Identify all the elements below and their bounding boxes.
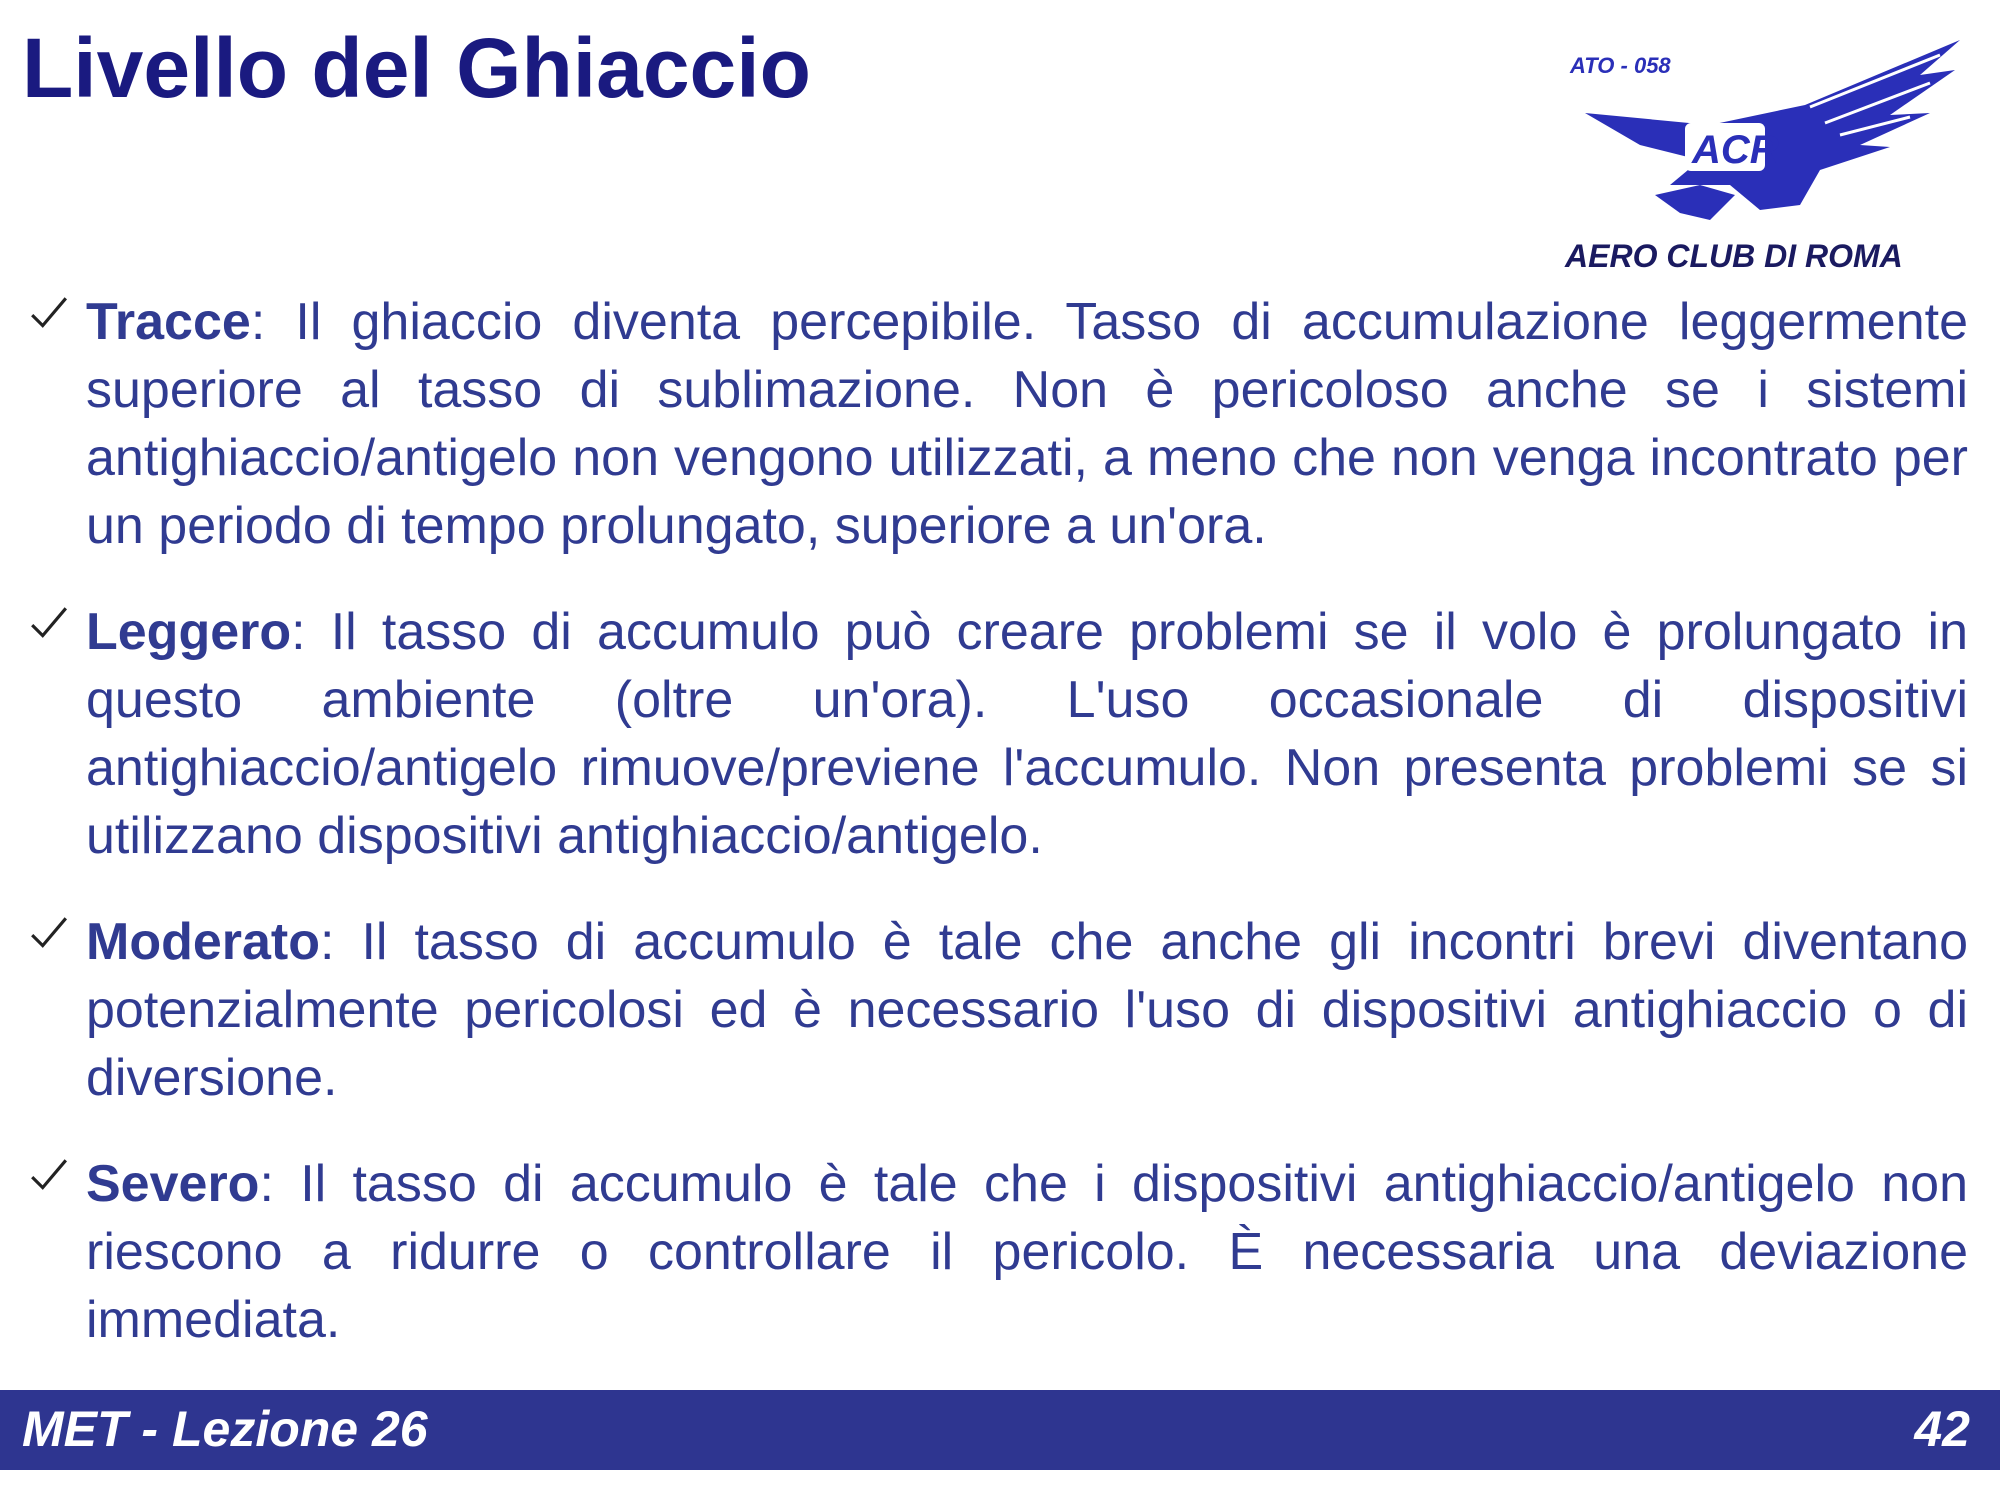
logo-bottom-text: AERO CLUB DI ROMA xyxy=(1565,238,1903,274)
checkmark-icon xyxy=(28,1154,70,1196)
checkmark-icon xyxy=(28,292,70,334)
bullet-term: Moderato xyxy=(86,913,320,971)
bullet-item xyxy=(28,598,1968,870)
bullet-item xyxy=(28,908,1968,1112)
logo-top-text: ATO - 058 xyxy=(1570,53,1671,78)
aero-club-logo xyxy=(1560,35,1980,275)
bullet-description: : Il ghiaccio diventa percepibile. Tasso di accumulazione leggermente superiore al tasso di sublimazione. Non è pericoloso anche se i sistemi antighiaccio/antigelo non vengono utilizzati, a meno che non venga incontrato per un periodo di tempo prolungato, superiore a un'ora. xyxy=(86,293,1968,555)
logo-emblem-letters: ACR xyxy=(1692,128,1779,172)
bullet-term: Tracce xyxy=(86,293,251,351)
checkmark-icon xyxy=(28,912,70,954)
bullet-description: : Il tasso di accumulo può creare problemi se il volo è prolungato in questo ambiente (oltre un'ora). L'uso occasionale di dispositivi antighiaccio/antigelo rimuove/previene l'accumulo. Non presenta problemi se si utilizzano dispositivi antighiaccio/antigelo. xyxy=(86,603,1968,865)
page-number: 42 xyxy=(1914,1401,1970,1457)
bullet-text xyxy=(86,288,1968,560)
bullet-item xyxy=(28,1150,1968,1354)
bullet-term: Leggero xyxy=(86,603,292,661)
bullet-description: : Il tasso di accumulo è tale che i dispositivi antighiaccio/antigelo non riescono a ridurre o controllare il pericolo. È necessaria una deviazione immediata. xyxy=(86,1155,1968,1349)
eagle-logo-icon xyxy=(1560,35,1980,275)
bullet-text xyxy=(86,1150,1968,1354)
bullet-text xyxy=(86,908,1968,1112)
checkmark-icon xyxy=(28,602,70,644)
bullet-item xyxy=(28,288,1968,560)
bullet-list xyxy=(28,288,1968,1392)
bullet-description: : Il tasso di accumulo è tale che anche gli incontri brevi diventano potenzialmente pericolosi ed è necessario l'uso di dispositivi antighiaccio o di diversione. xyxy=(86,913,1968,1107)
footer-lesson-label: MET - Lezione 26 xyxy=(22,1401,428,1457)
bullet-text xyxy=(86,598,1968,870)
bullet-term: Severo xyxy=(86,1155,260,1213)
footer-bar xyxy=(0,1390,2000,1470)
slide-title: Livello del Ghiaccio xyxy=(22,21,811,115)
